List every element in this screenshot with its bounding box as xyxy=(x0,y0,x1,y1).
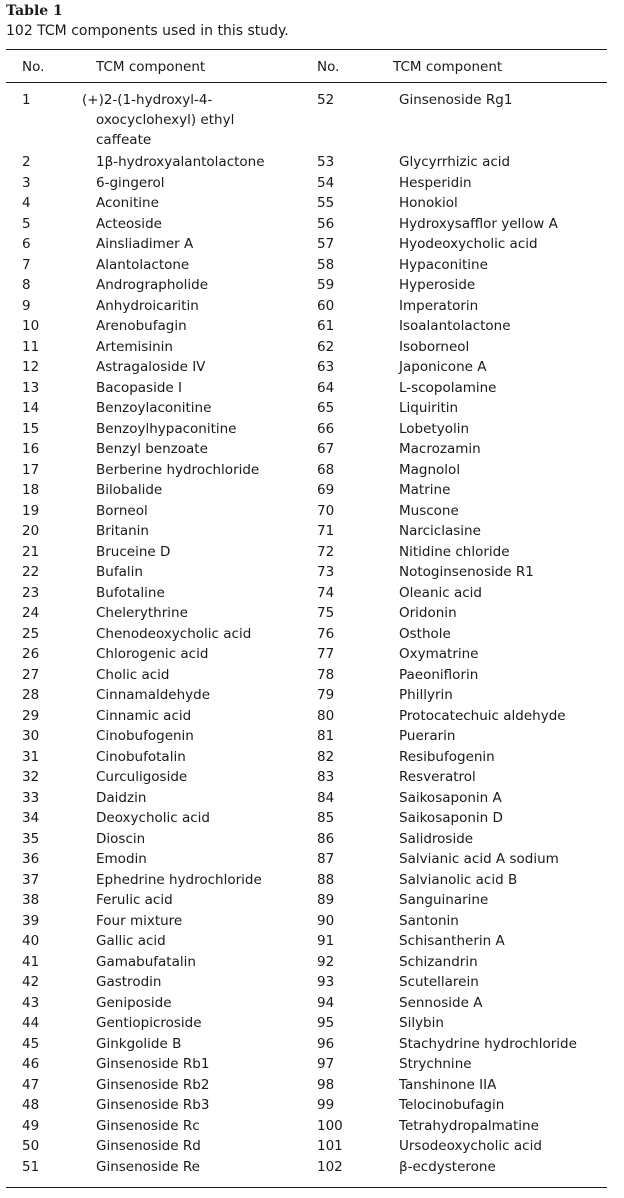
row-number-right: 57 xyxy=(317,236,335,252)
component-name-right: Magnolol xyxy=(399,461,461,478)
row-number-left: 26 xyxy=(22,646,40,662)
component-name-left: Daidzin xyxy=(96,789,147,806)
component-name-right: Phillyrin xyxy=(399,687,453,703)
component-name-left: Bufotaline xyxy=(96,584,165,601)
component-name-right: Ursodeoxycholic acid xyxy=(399,1138,542,1154)
header-no-right: No. xyxy=(317,59,340,75)
component-name-left: Four mixture xyxy=(96,912,183,929)
row-number-left: 34 xyxy=(22,810,40,826)
component-name-right: Japonicone A xyxy=(399,359,487,375)
component-name-right: Muscone xyxy=(399,502,459,519)
row-number-left: 4 xyxy=(22,195,31,211)
row-number-right: 60 xyxy=(317,297,335,314)
component-name-right: Salidroside xyxy=(399,830,474,847)
row-number-right: 101 xyxy=(317,1138,343,1154)
component-name-right: Liquiritin xyxy=(399,400,459,416)
row-number-right: 74 xyxy=(317,584,335,601)
component-name-left: Cinobufogenin xyxy=(96,728,194,744)
row-number-left: 50 xyxy=(22,1138,40,1154)
component-name-right: β-ecdysterone xyxy=(399,1158,496,1175)
row-number-right: 80 xyxy=(317,707,335,724)
row-number-right: 71 xyxy=(317,523,335,539)
row-number-right: 97 xyxy=(317,1056,335,1072)
table-top-rule xyxy=(6,49,607,50)
row-number-left: 3 xyxy=(22,174,31,191)
component-name-right: Paeoniflorin xyxy=(399,666,479,683)
row-number-right: 76 xyxy=(317,625,335,642)
row-number-right: 52 xyxy=(317,92,335,108)
row-number-left: 40 xyxy=(22,933,40,949)
row-number-left: 51 xyxy=(22,1158,40,1175)
row-number-right: 84 xyxy=(317,789,335,806)
component-name-left: Ginsenoside Rb2 xyxy=(96,1076,210,1093)
component-name-left: Alantolactone xyxy=(96,256,190,273)
row-number-right: 102 xyxy=(317,1158,343,1175)
row-number-left: 37 xyxy=(22,871,40,888)
component-name-left: Benzoylhypaconitine xyxy=(96,420,237,437)
component-name-left: Astragaloside IV xyxy=(96,359,206,375)
row-number-left: 25 xyxy=(22,625,40,642)
row-number-left: 31 xyxy=(22,748,40,765)
component-name-right: Saikosaponin D xyxy=(399,810,503,826)
component-name-right: Scutellarein xyxy=(399,974,479,990)
row-number-left: 29 xyxy=(22,707,40,724)
component-name-left: Ginsenoside Rc xyxy=(96,1117,200,1134)
row-number-left: 2 xyxy=(22,154,31,170)
row-number-right: 79 xyxy=(317,687,335,703)
row-number-left: 32 xyxy=(22,769,40,785)
component-name-left: Artemisinin xyxy=(96,338,173,355)
row-number-left: 15 xyxy=(22,420,40,437)
row-number-left: 11 xyxy=(22,338,40,355)
component-name-right: Oxymatrine xyxy=(399,646,479,662)
row-number-left: 48 xyxy=(22,1097,40,1113)
component-name-right: Hydroxysafflor yellow A xyxy=(399,215,558,232)
component-name-left: Cinnamaldehyde xyxy=(96,687,211,703)
row-number-right: 92 xyxy=(317,953,335,970)
row-number-left: 39 xyxy=(22,912,40,929)
row-number-right: 100 xyxy=(317,1117,343,1134)
row-number-left: 28 xyxy=(22,687,40,703)
row-number-left: 7 xyxy=(22,256,31,273)
row-number-left: 12 xyxy=(22,359,40,375)
row-number-left: 10 xyxy=(22,318,40,334)
component-name-left: Cinobufotalin xyxy=(96,748,186,765)
component-name-left: Ginkgolide B xyxy=(96,1035,182,1052)
component-name-right: Narciclasine xyxy=(399,523,481,539)
component-name-right: Silybin xyxy=(399,1015,444,1031)
row-number-left: 46 xyxy=(22,1056,40,1072)
component-name-right: Matrine xyxy=(399,482,451,498)
table-label: Table 1 xyxy=(6,3,63,19)
table-header-rule xyxy=(6,82,607,83)
component-name-left: Gamabufatalin xyxy=(96,953,196,970)
component-name-left: Cholic acid xyxy=(96,666,170,683)
component-name-left: Berberine hydrochloride xyxy=(96,461,260,478)
component-name-left xyxy=(82,90,272,150)
component-name-left: Chelerythrine xyxy=(96,605,188,621)
row-number-left: 33 xyxy=(22,789,40,806)
row-number-right: 89 xyxy=(317,892,335,908)
component-name-right: Sanguinarine xyxy=(399,892,489,908)
component-name-left: Cinnamic acid xyxy=(96,707,192,724)
component-name-left: Chenodeoxycholic acid xyxy=(96,625,252,642)
row-number-left: 45 xyxy=(22,1035,40,1052)
component-name-left: Bacopaside I xyxy=(96,379,182,396)
header-no-left: No. xyxy=(22,59,45,75)
component-name-right: Notoginsenoside R1 xyxy=(399,564,534,580)
component-name-left: 6-gingerol xyxy=(96,174,165,191)
component-name-right: L-scopolamine xyxy=(399,379,497,396)
row-number-left: 14 xyxy=(22,400,40,416)
component-name-right: Hyperoside xyxy=(399,277,476,293)
component-name-left: Gentiopicroside xyxy=(96,1015,202,1031)
component-name-left: Ginsenoside Re xyxy=(96,1158,200,1175)
component-name-left: Arenobufagin xyxy=(96,318,187,334)
row-number-right: 67 xyxy=(317,441,335,457)
row-number-right: 86 xyxy=(317,830,335,847)
component-name-left: Andrographolide xyxy=(96,277,209,293)
row-number-left: 27 xyxy=(22,666,40,683)
component-name-left: Ginsenoside Rd xyxy=(96,1138,201,1154)
row-number-right: 58 xyxy=(317,256,335,273)
component-name-left: Chlorogenic acid xyxy=(96,646,209,662)
row-number-left: 20 xyxy=(22,523,40,539)
component-name-right: Strychnine xyxy=(399,1056,472,1072)
component-name-left: Bruceine D xyxy=(96,543,171,560)
row-number-left: 6 xyxy=(22,236,31,252)
header-component-left: TCM component xyxy=(96,59,206,75)
row-number-left: 8 xyxy=(22,277,31,293)
table-caption: 102 TCM components used in this study. xyxy=(6,23,289,39)
component-name-right: Ginsenoside Rg1 xyxy=(399,92,513,108)
component-name-right: Resveratrol xyxy=(399,769,476,785)
component-name-right: Schisantherin A xyxy=(399,933,505,949)
row-number-right: 54 xyxy=(317,174,335,191)
component-name-left: Borneol xyxy=(96,502,148,519)
component-name-right: Santonin xyxy=(399,912,459,929)
component-name-right: Salvianic acid A sodium xyxy=(399,851,559,867)
component-name-left: Deoxycholic acid xyxy=(96,810,210,826)
row-number-right: 61 xyxy=(317,318,335,334)
row-number-left: 17 xyxy=(22,461,40,478)
row-number-right: 93 xyxy=(317,974,335,990)
row-number-right: 62 xyxy=(317,338,335,355)
row-number-right: 56 xyxy=(317,215,335,232)
row-number-right: 53 xyxy=(317,154,335,170)
component-name-right: Stachydrine hydrochloride xyxy=(399,1035,577,1052)
row-number-right: 70 xyxy=(317,502,335,519)
component-name-left: Gastrodin xyxy=(96,974,162,990)
row-number-left: 16 xyxy=(22,441,40,457)
row-number-right: 88 xyxy=(317,871,335,888)
component-name-right: Isoborneol xyxy=(399,338,470,355)
component-name-right: Puerarin xyxy=(399,728,456,744)
row-number-right: 59 xyxy=(317,277,335,293)
row-number-left: 47 xyxy=(22,1076,40,1093)
row-number-right: 65 xyxy=(317,400,335,416)
header-component-right: TCM component xyxy=(393,59,503,75)
component-name-line: caffeate xyxy=(96,132,152,148)
component-name-right: Sennoside A xyxy=(399,994,483,1011)
component-name-left: Bilobalide xyxy=(96,482,163,498)
component-name-left: Ferulic acid xyxy=(96,892,173,908)
row-number-right: 91 xyxy=(317,933,335,949)
component-name-line: (+)2-(1-hydroxyl-4- xyxy=(82,92,213,108)
row-number-left: 21 xyxy=(22,543,40,560)
component-name-left: Anhydroicaritin xyxy=(96,297,199,314)
row-number-right: 63 xyxy=(317,359,335,375)
component-name-right: Salvianolic acid B xyxy=(399,871,518,888)
row-number-right: 64 xyxy=(317,379,335,396)
row-number-left: 18 xyxy=(22,482,40,498)
component-name-left: Bufalin xyxy=(96,564,143,580)
component-name-right: Hypaconitine xyxy=(399,256,488,273)
component-name-right: Lobetyolin xyxy=(399,420,470,437)
row-number-right: 82 xyxy=(317,748,335,765)
row-number-left: 1 xyxy=(22,92,31,108)
row-number-right: 69 xyxy=(317,482,335,498)
component-name-right: Oleanic acid xyxy=(399,584,482,601)
component-name-right: Glycyrrhizic acid xyxy=(399,154,511,170)
row-number-left: 24 xyxy=(22,605,40,621)
row-number-right: 85 xyxy=(317,810,335,826)
row-number-right: 99 xyxy=(317,1097,335,1113)
component-name-left: Emodin xyxy=(96,851,147,867)
component-name-left: Ainsliadimer A xyxy=(96,236,194,252)
component-name-right: Schizandrin xyxy=(399,953,478,970)
component-name-right: Oridonin xyxy=(399,605,457,621)
component-name-right: Hesperidin xyxy=(399,174,472,191)
row-number-right: 68 xyxy=(317,461,335,478)
row-number-right: 90 xyxy=(317,912,335,929)
component-name-right: Honokiol xyxy=(399,195,458,211)
component-name-right: Isoalantolactone xyxy=(399,318,511,334)
component-name-left: Curculigoside xyxy=(96,769,188,785)
component-name-right: Protocatechuic aldehyde xyxy=(399,707,566,724)
row-number-right: 66 xyxy=(317,420,335,437)
row-number-left: 44 xyxy=(22,1015,40,1031)
row-number-right: 77 xyxy=(317,646,335,662)
table-bottom-rule xyxy=(6,1187,607,1188)
row-number-right: 55 xyxy=(317,195,335,211)
row-number-left: 9 xyxy=(22,297,31,314)
row-number-left: 49 xyxy=(22,1117,40,1134)
row-number-left: 22 xyxy=(22,564,40,580)
row-number-left: 30 xyxy=(22,728,40,744)
component-name-left: 1β-hydroxyalantolactone xyxy=(96,154,265,170)
component-name-left: Benzoylaconitine xyxy=(96,400,212,416)
row-number-right: 72 xyxy=(317,543,335,560)
row-number-right: 73 xyxy=(317,564,335,580)
row-number-left: 38 xyxy=(22,892,40,908)
component-name-right: Tanshinone IIA xyxy=(399,1076,497,1093)
row-number-left: 36 xyxy=(22,851,40,867)
row-number-left: 35 xyxy=(22,830,40,847)
component-name-left: Benzyl benzoate xyxy=(96,441,208,457)
component-name-left: Geniposide xyxy=(96,994,172,1011)
component-name-right: Nitidine chloride xyxy=(399,543,510,560)
component-name-left: Ephedrine hydrochloride xyxy=(96,871,262,888)
row-number-right: 75 xyxy=(317,605,335,621)
row-number-left: 19 xyxy=(22,502,40,519)
component-name-right: Imperatorin xyxy=(399,297,479,314)
row-number-left: 23 xyxy=(22,584,40,601)
row-number-left: 43 xyxy=(22,994,40,1011)
component-name-left: Gallic acid xyxy=(96,933,166,949)
component-name-right: Saikosaponin A xyxy=(399,789,502,806)
row-number-right: 98 xyxy=(317,1076,335,1093)
row-number-left: 13 xyxy=(22,379,40,396)
component-name-right: Telocinobufagin xyxy=(399,1097,505,1113)
row-number-right: 95 xyxy=(317,1015,335,1031)
row-number-left: 5 xyxy=(22,215,31,232)
row-number-right: 83 xyxy=(317,769,335,785)
row-number-right: 78 xyxy=(317,666,335,683)
row-number-left: 42 xyxy=(22,974,40,990)
row-number-left: 41 xyxy=(22,953,40,970)
component-name-left: Britanin xyxy=(96,523,149,539)
component-name-left: Aconitine xyxy=(96,195,159,211)
component-name-right: Macrozamin xyxy=(399,441,481,457)
component-name-right: Resibufogenin xyxy=(399,748,495,765)
component-name-left: Dioscin xyxy=(96,830,146,847)
row-number-right: 96 xyxy=(317,1035,335,1052)
row-number-right: 81 xyxy=(317,728,335,744)
component-name-line: oxocyclohexyl) ethyl xyxy=(96,112,235,128)
component-name-left: Ginsenoside Rb3 xyxy=(96,1097,210,1113)
component-name-left: Ginsenoside Rb1 xyxy=(96,1056,210,1072)
component-name-right: Tetrahydropalmatine xyxy=(399,1117,539,1134)
component-name-right: Osthole xyxy=(399,625,451,642)
row-number-right: 94 xyxy=(317,994,335,1011)
row-number-right: 87 xyxy=(317,851,335,867)
component-name-left: Acteoside xyxy=(96,215,162,232)
component-name-right: Hyodeoxycholic acid xyxy=(399,236,538,252)
